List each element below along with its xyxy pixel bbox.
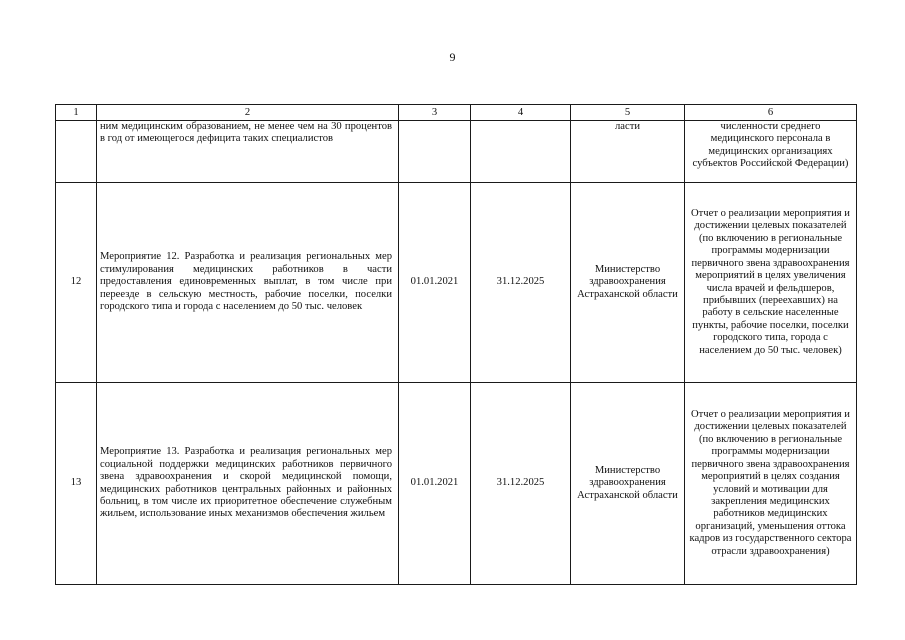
table-row-measure-12 (56, 183, 857, 383)
row-number-cell: 13 (56, 383, 97, 585)
table-row-continuation (56, 121, 857, 183)
table-row-measure-13 (56, 383, 857, 585)
measures-table (55, 104, 857, 585)
start-date-cell: 01.01.2021 (399, 183, 471, 383)
end-date-cell: 31.12.2025 (471, 183, 571, 383)
start-date-cell: 01.01.2021 (399, 383, 471, 585)
result-cell: Отчет о реализации мероприятия и достижении целевых показателей (по включению в региональные программы модернизации первичного звена здравоохранения мероприятий в целях увеличения числа врачей и фельдшеров, прибывших (переехавших) на работу в сельские населенные пункты, рабочие поселки, поселки городского типа, города с населением до 50 тыс. человек) (685, 183, 857, 383)
page-number: 9 (449, 50, 456, 64)
row-number-cell (56, 121, 97, 183)
description-cell: Мероприятие 13. Разработка и реализация региональных мер социальной поддержки медицинских работников первичного звена здравоохранения и скорой медицинской помощи, медицинских работников центральных районных и районных больниц, в том числе их приоритетное обеспечение служебным жильем, использование иных механизмов обеспечения жильем (97, 383, 399, 585)
column-header-executor: 5 (571, 105, 685, 121)
result-cell: Отчет о реализации мероприятия и достижении целевых показателей (по включению в региональные программы модернизации первичного звена здравоохранения мероприятий в целях создания условий и мотивации для закрепления медицинских работников медицинских организаций, уменьшения оттока кадров из государственного сектора отрасли здравоохранения) (685, 383, 857, 585)
executor-cell: Министерство здравоохранения Астраханской области (571, 383, 685, 585)
result-cell: численности среднего медицинского персонала в медицинских организациях субъектов Российской Федерации) (685, 121, 857, 183)
row-number-cell: 12 (56, 183, 97, 383)
end-date-cell (471, 121, 571, 183)
start-date-cell (399, 121, 471, 183)
end-date-cell: 31.12.2025 (471, 383, 571, 585)
executor-cell: Министерство здравоохранения Астраханской области (571, 183, 685, 383)
table-header-row (56, 105, 857, 121)
column-header-start-date: 3 (399, 105, 471, 121)
column-header-description: 2 (97, 105, 399, 121)
description-cell: Мероприятие 12. Разработка и реализация региональных мер стимулирования медицинских работников в части предоставления единовременных выплат, в том числе при переезде в сельскую местность, рабочие поселки, поселки городского типа и города с населением до 50 тыс. человек (97, 183, 399, 383)
column-header-number: 1 (56, 105, 97, 121)
description-cell: ним медицинским образованием, не менее чем на 30 процентов в год от имеющегося дефицита таких специалистов (97, 121, 399, 183)
column-header-result: 6 (685, 105, 857, 121)
column-header-end-date: 4 (471, 105, 571, 121)
executor-cell: ласти (571, 121, 685, 183)
